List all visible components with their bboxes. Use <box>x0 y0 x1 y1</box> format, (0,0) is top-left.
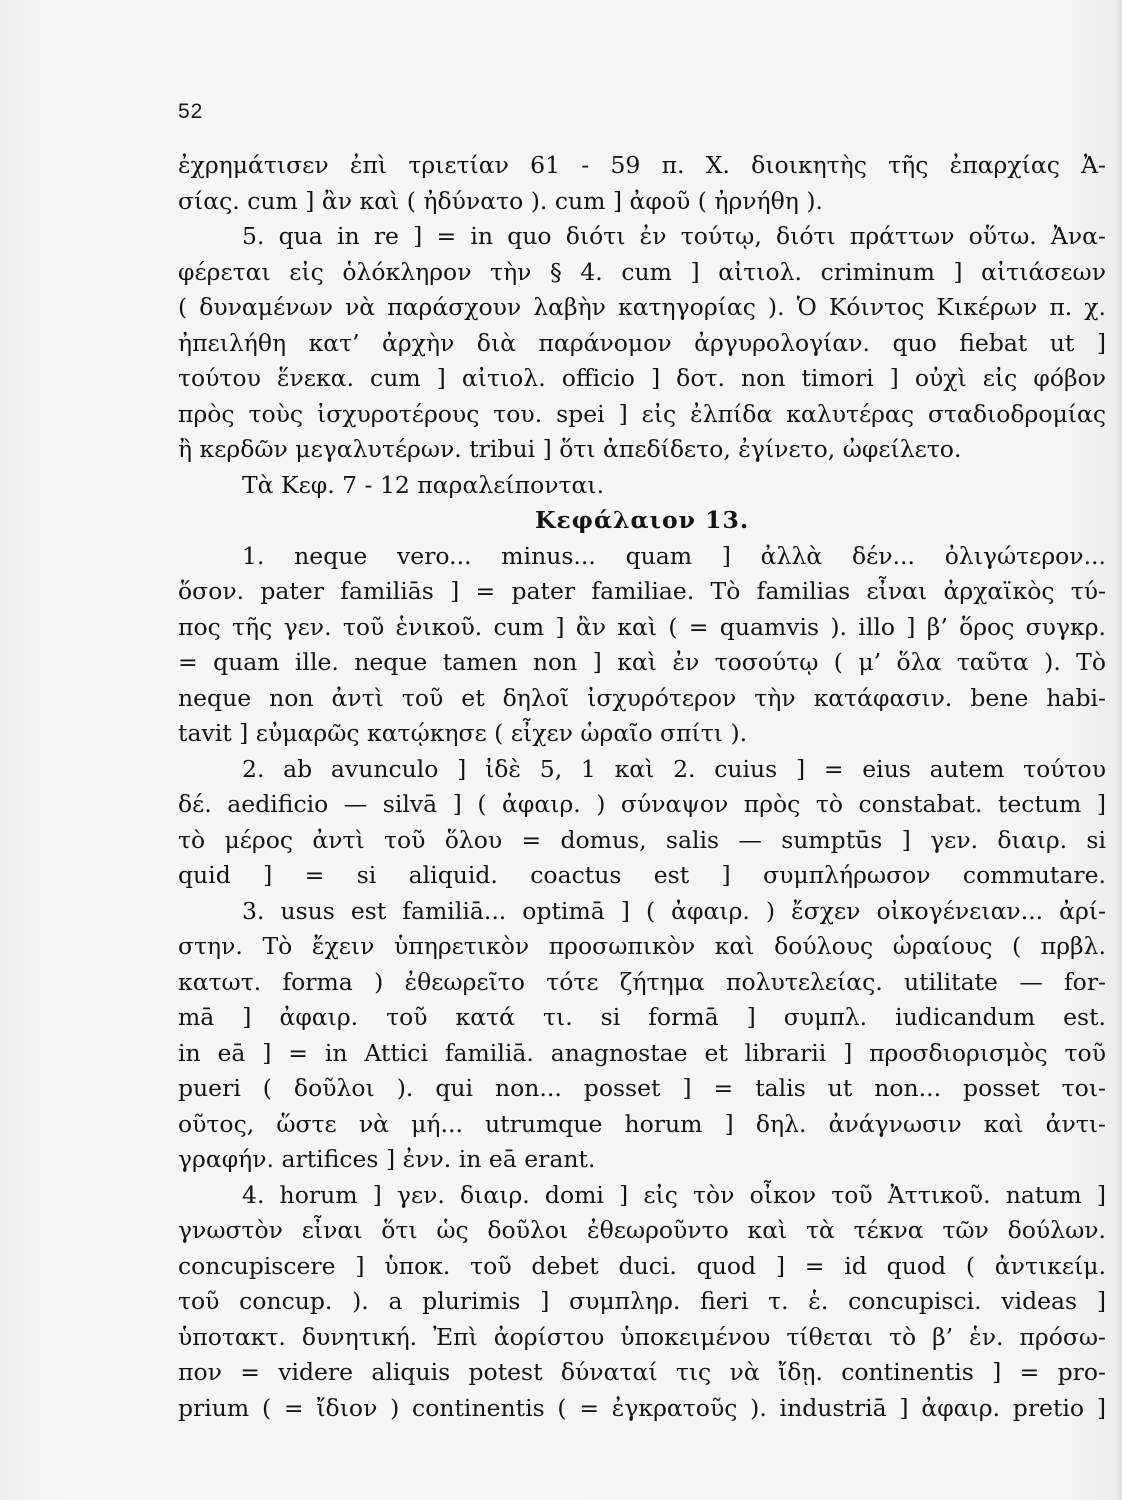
text-line: σίας. cum ] ἂν καὶ ( ἠδύνατο ). cum ] ἀφοῦ ( ἠρνήθη ). <box>178 186 823 215</box>
text-line: τούτου ἕνεκα. cum ] αἰτιολ. officio ] δοτ. non timori ] οὐχὶ εἰς φόβον <box>178 364 1106 392</box>
text-line: quid ] = si aliquid. coactus est ] συμπλήρωσον commutare. <box>178 861 1106 889</box>
page-number: 52 <box>178 100 204 123</box>
text-line: 1. neque vero... minus... quam ] ἀλλὰ δέν... ὀλιγώτερον... <box>242 541 1106 570</box>
text-line: mā ] ἀφαιρ. τοῦ κατά τι. si formā ] συμπλ. iudicandum est. <box>178 1003 1106 1031</box>
text-line: = quam ille. neque tamen non ] καὶ ἐν τοσούτῳ ( μ’ ὅλα ταῦτα ). Τὸ <box>178 648 1106 676</box>
text-line: πος τῆς γεν. τοῦ ἑνικοῦ. cum ] ἂν καὶ ( = quamvis ). illo ] β’ ὅρος συγκρ. <box>178 612 1106 641</box>
text-line: ὅσον. pater familiās ] = pater familiae. Τὸ familias εἶναι ἀρχαϊκὸς τύ- <box>178 577 1106 605</box>
text-line: ἐχρημάτισεν ἐπὶ τριετίαν 61 - 59 π. Χ. διοικητὴς τῆς ἐπαρχίας Ἀ- <box>178 151 1106 179</box>
text-line: tavit ] εὐμαρῶς κατῴκησε ( εἶχεν ὡραῖο σπίτι ). <box>178 719 748 747</box>
text-line: 5. qua in re ] = in quo διότι ἐν τούτῳ, διότι πράττων οὕτω. Ἀνα- <box>242 222 1106 250</box>
text-line: κατωτ. forma ) ἐθεωρεῖτο τότε ζήτημα πολυτελείας. utilitate — for- <box>178 967 1106 996</box>
text-line: ἢ κερδῶν μεγαλυτέρων. tribui ] ὅτι ἀπεδίδετο, ἐγίνετο, ὠφείλετο. <box>178 435 962 463</box>
text-line: τὸ μέρος ἀντὶ τοῦ ὅλου = domus, salis — sumptūs ] γεν. διαιρ. si <box>178 825 1106 854</box>
page-edge-shadow <box>1116 0 1122 1500</box>
text-line: in eā ] = in Attici familiā. anagnostae et librarii ] προσδιορισμὸς τοῦ <box>178 1038 1106 1067</box>
text-line: φέρεται εἰς ὁλόκληρον τὴν § 4. cum ] αἰτιολ. criminum ] αἰτιάσεων <box>178 257 1106 286</box>
text-line: στην. Τὸ ἔχειν ὑπηρετικὸν προσωπικὸν καὶ δούλους ὡραίους ( πρβλ. <box>178 932 1106 960</box>
text-line: οῦτος, ὥστε νὰ μή... utrumque horum ] δηλ. ἀνάγνωσιν καὶ ἀντι- <box>178 1109 1106 1138</box>
text-line: 2. ab avunculo ] ἰδὲ 5, 1 καὶ 2. cuius ] = eius autem τούτου <box>242 754 1106 783</box>
text-line: ὑποτακτ. δυνητική. Ἐπὶ ἀορίστου ὑποκειμένου τίθεται τὸ β’ ἑν. πρόσω- <box>178 1322 1106 1351</box>
chapter-heading: Κεφάλαιον 13. <box>534 506 750 534</box>
text-line: γνωστὸν εἶναι ὅτι ὡς δοῦλοι ἐθεωροῦντο καὶ τὰ τέκνα τῶν δούλων. <box>178 1216 1106 1244</box>
text-line: 3. usus est familiā... optimā ] ( ἀφαιρ. ) ἔσχεν οἰκογένειαν... ἀρί- <box>242 896 1106 925</box>
text-line: concupiscere ] ὑποκ. τοῦ debet duci. quod ] = id quod ( ἀντικείμ. <box>178 1251 1106 1280</box>
page-text <box>178 148 1106 1426</box>
text-line: τοῦ concup. ). a plurimis ] συμπληρ. fieri τ. ἑ. concupisci. videas ] <box>178 1287 1106 1315</box>
text-line: δέ. aedificio — silvā ] ( ἀφαιρ. ) σύναψον πρὸς τὸ constabat. tectum ] <box>178 790 1106 818</box>
text-line: ἠπειλήθη κατ’ ἀρχὴν διὰ παράνομον ἀργυρολογίαν. quo fiebat ut ] <box>178 328 1106 357</box>
text-line: γραφήν. artifices ] ἐνν. in eā erant. <box>178 1145 596 1173</box>
text-line: πον = videre aliquis potest δύναταί τις νὰ ἴδῃ. continentis ] = pro- <box>178 1358 1106 1386</box>
text-line: Τὰ Κεφ. 7 - 12 παραλείπονται. <box>242 470 605 499</box>
text-line: neque non ἀντὶ τοῦ et δηλοῖ ἰσχυρότερον τὴν κατάφασιν. bene habi- <box>178 683 1106 712</box>
text-line: 4. horum ] γεν. διαιρ. domi ] εἰς τὸν οἶκον τοῦ Ἀττικοῦ. natum ] <box>242 1180 1106 1209</box>
text-line: pueri ( δοῦλοι ). qui non... posset ] = talis ut non... posset τοι- <box>178 1074 1106 1102</box>
text-line: πρὸς τοὺς ἰσχυροτέρους του. spei ] εἰς ἐλπίδα καλυτέρας σταδιοδρομίας <box>178 399 1106 428</box>
text-line: prium ( = ἴδιον ) continentis ( = ἐγκρατοῦς ). industriā ] ἀφαιρ. pretio ] <box>178 1393 1106 1422</box>
text-line: ( δυναμένων νὰ παράσχουν λαβὴν κατηγορίας ). Ὁ Κόιντος Κικέρων π. χ. <box>178 293 1106 321</box>
